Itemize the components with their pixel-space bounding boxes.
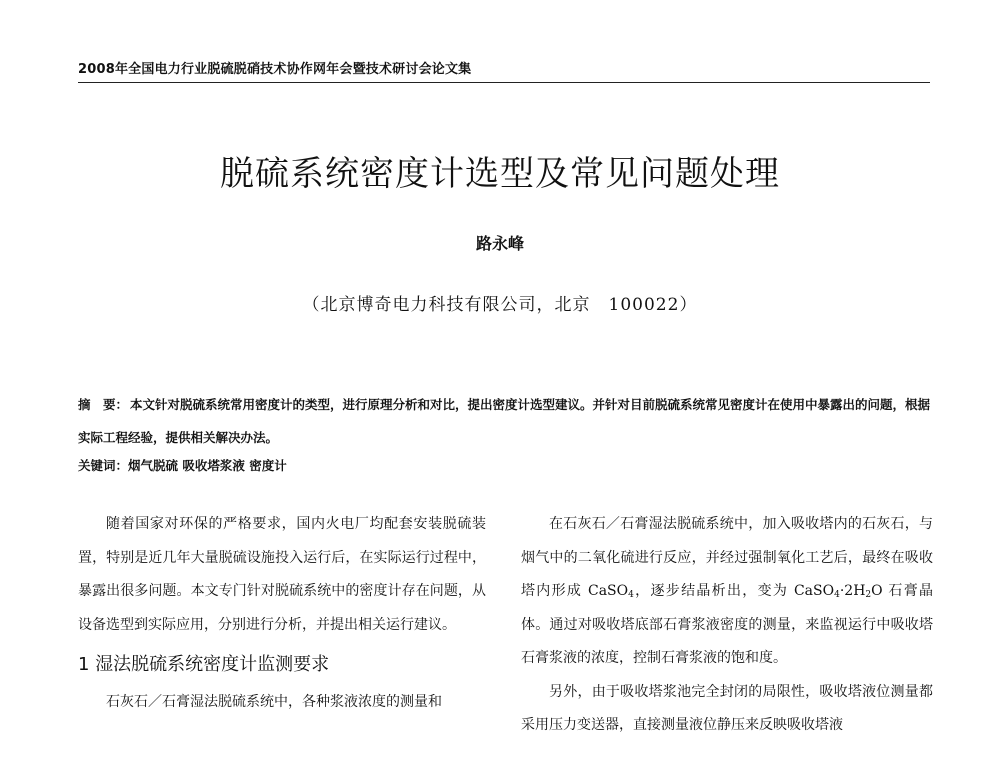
abstract-text: 本文针对脱硫系统常用密度计的类型，进行原理分析和对比，提出密度计选型建议。并针对目前脱硫系统常见密度计在使用中暴露出的问题，根据实际工程经验，提供相关解决办法。	[78, 397, 931, 445]
proceedings-header: 2008年全国电力行业脱硫脱硝技术协作网年会暨技术研讨会论文集	[78, 62, 472, 77]
intro-paragraph: 随着国家对环保的严格要求，国内火电厂均配套安装脱硫装置，特别是近几年大量脱硫设施投入运行后，在实际运行过程中，暴露出很多问题。本文专门针对脱硫系统中的密度计存在问题，从设备选型到实际应用，分别进行分析，并提出相关运行建议。	[78, 516, 486, 633]
keywords-label: 关键词：	[78, 458, 129, 473]
subscript: 4	[628, 590, 634, 600]
subscript: 2	[865, 590, 872, 600]
section-paragraph: 石灰石／石膏湿法脱硫系统中，各种浆液浓度的测量和	[106, 694, 442, 710]
text-run: 在石灰石／石膏湿法脱硫系统中，加入吸收塔内的石灰石，与烟气中的二氧化硫进行反应，并经过强制氧化工艺后，最终在吸收塔内形成 CaSO	[521, 516, 933, 599]
text-run: ，逐步结晶析出，变为 CaSO	[633, 583, 835, 599]
process-paragraph	[521, 508, 933, 676]
section-heading: 1 湿法脱硫系统密度计监测要求	[78, 654, 330, 675]
abstract-label: 摘 要：	[78, 397, 129, 412]
level-paragraph: 另外，由于吸收塔浆池完全封闭的局限性，吸收塔液位测量都采用压力变送器，直接测量液位静压来反映吸收塔液	[521, 683, 933, 733]
keywords	[78, 456, 934, 474]
text-run: O 石膏晶体。通过对吸收塔底部石膏浆液密度的测量，来监视运行中吸收塔石膏浆液的浓度，控制石膏浆液的饱和度。	[521, 583, 934, 666]
paper-title: 脱硫系统密度计选型及常见问题处理	[220, 154, 780, 194]
body-column-left	[78, 508, 486, 720]
author-affiliation: （北京博奇电力科技有限公司，北京 100022）	[302, 295, 698, 315]
abstract	[78, 388, 934, 454]
paper-author: 路永峰	[475, 234, 524, 253]
body-column-right	[521, 508, 933, 743]
subscript: 4	[834, 590, 840, 600]
keywords-text: 烟气脱硫 吸收塔浆液 密度计	[128, 458, 287, 473]
header-divider	[78, 82, 930, 83]
text-run: ·2H	[839, 583, 866, 599]
